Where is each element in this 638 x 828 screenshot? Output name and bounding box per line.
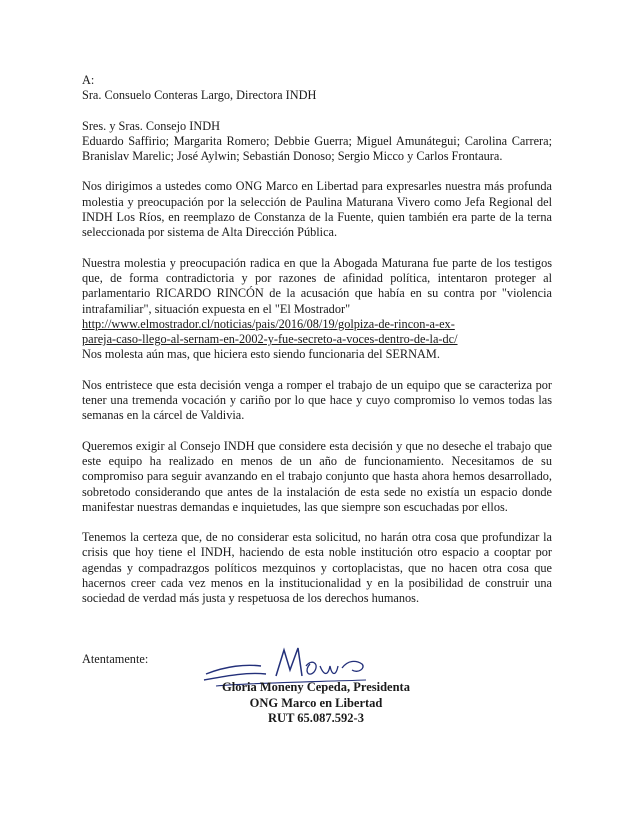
paragraph-2-tail: Nos molesta aún mas, que hiciera esto siendo funcionaria del SERNAM. xyxy=(82,347,440,362)
recipient-label: A: xyxy=(82,73,95,87)
signature-block xyxy=(186,680,446,727)
news-link-line-2[interactable] xyxy=(82,332,552,347)
news-link-line-1[interactable] xyxy=(82,317,552,332)
news-link-2[interactable]: pareja-caso-llego-al-sernam-en-2002-y-fue-secreto-a-voces-dentro-de-la-dc/ xyxy=(82,332,458,347)
closing-salutation: Atentamente: xyxy=(82,652,149,666)
paragraph-5: Tenemos la certeza que, de no considerar esta solicitud, no harán otra cosa que profundizar la crisis que hoy tiene el INDH, haciendo de esta noble institución otro espacio a cooptar por agendas y compadrazgos políticos mezquinos y cortoplacistas, que no hacen otra cosa que hacernos creer cada vez menos en la institucionalidad y en la posibilidad de construir una sociedad de verdad más justa y respetuosa de los derechos humanos. xyxy=(82,530,552,606)
paragraph-4: Queremos exigir al Consejo INDH que considere esta decisión y que no deseche el trabajo que este equipo ha realizado en menos de un año de funcionamiento. Necesitamos de su compromiso para seguir avanzando en el trabajo conjunto que hasta ahora hemos desarrollado, sobretodo considerando que antes de la instalación de esta sede no existía un espacio donde manifestar nuestras demandas e inquietudes, las que siempre son escuchadas por ellos. xyxy=(82,438,552,514)
council-heading: Sres. y Sras. Consejo INDH xyxy=(82,118,220,133)
signatory-rut: RUT 65.087.592-3 xyxy=(268,711,364,726)
paragraph-2: Nuestra molestia y preocupación radica en que la Abogada Maturana fue parte de los testigos que, de forma contradictoria y por razones de afinidad política, intentaron proteger al parlamentario RICARDO RINCÓN de la acusación que había en su contra por "violencia intrafamiliar", situación expuesta en el "El Mostrador" xyxy=(82,255,552,316)
paragraph-3: Nos entristece que esta decisión venga a romper el trabajo de un equipo que se caracteriza por tener una tremenda vocación y cariño por lo que hace y cuyo compromiso lo vemos todas las semanas en la cárcel de Valdivia. xyxy=(82,377,552,423)
paragraph-1: Nos dirigimos a ustedes como ONG Marco en Libertad para expresarles nuestra más profunda molestia y preocupación por la selección de Paulina Maturana Vivero como Jefa Regional del INDH Los Ríos, en reemplazo de Constanza de la Fuente, quien también era parte de la terna seleccionada por sistema de Alta Dirección Pública. xyxy=(82,179,552,240)
letter-body xyxy=(82,73,552,607)
council-members: Eduardo Saffirio; Margarita Romero; Debbie Guerra; Miguel Amunátegui; Carolina Carrera; Branislav Marelic; José Aylwin; Sebastián Donoso; Sergio Micco y Carlos Frontaura. xyxy=(82,133,552,164)
signatory-organization: ONG Marco en Libertad xyxy=(249,695,383,710)
signatory-name: Gloria Moneny Cepeda, Presidenta xyxy=(222,680,410,694)
recipient-name: Sra. Consuelo Conteras Largo, Directora INDH xyxy=(82,88,317,103)
news-link-1[interactable]: http://www.elmostrador.cl/noticias/pais/2016/08/19/golpiza-de-rincon-a-ex- xyxy=(82,316,455,331)
